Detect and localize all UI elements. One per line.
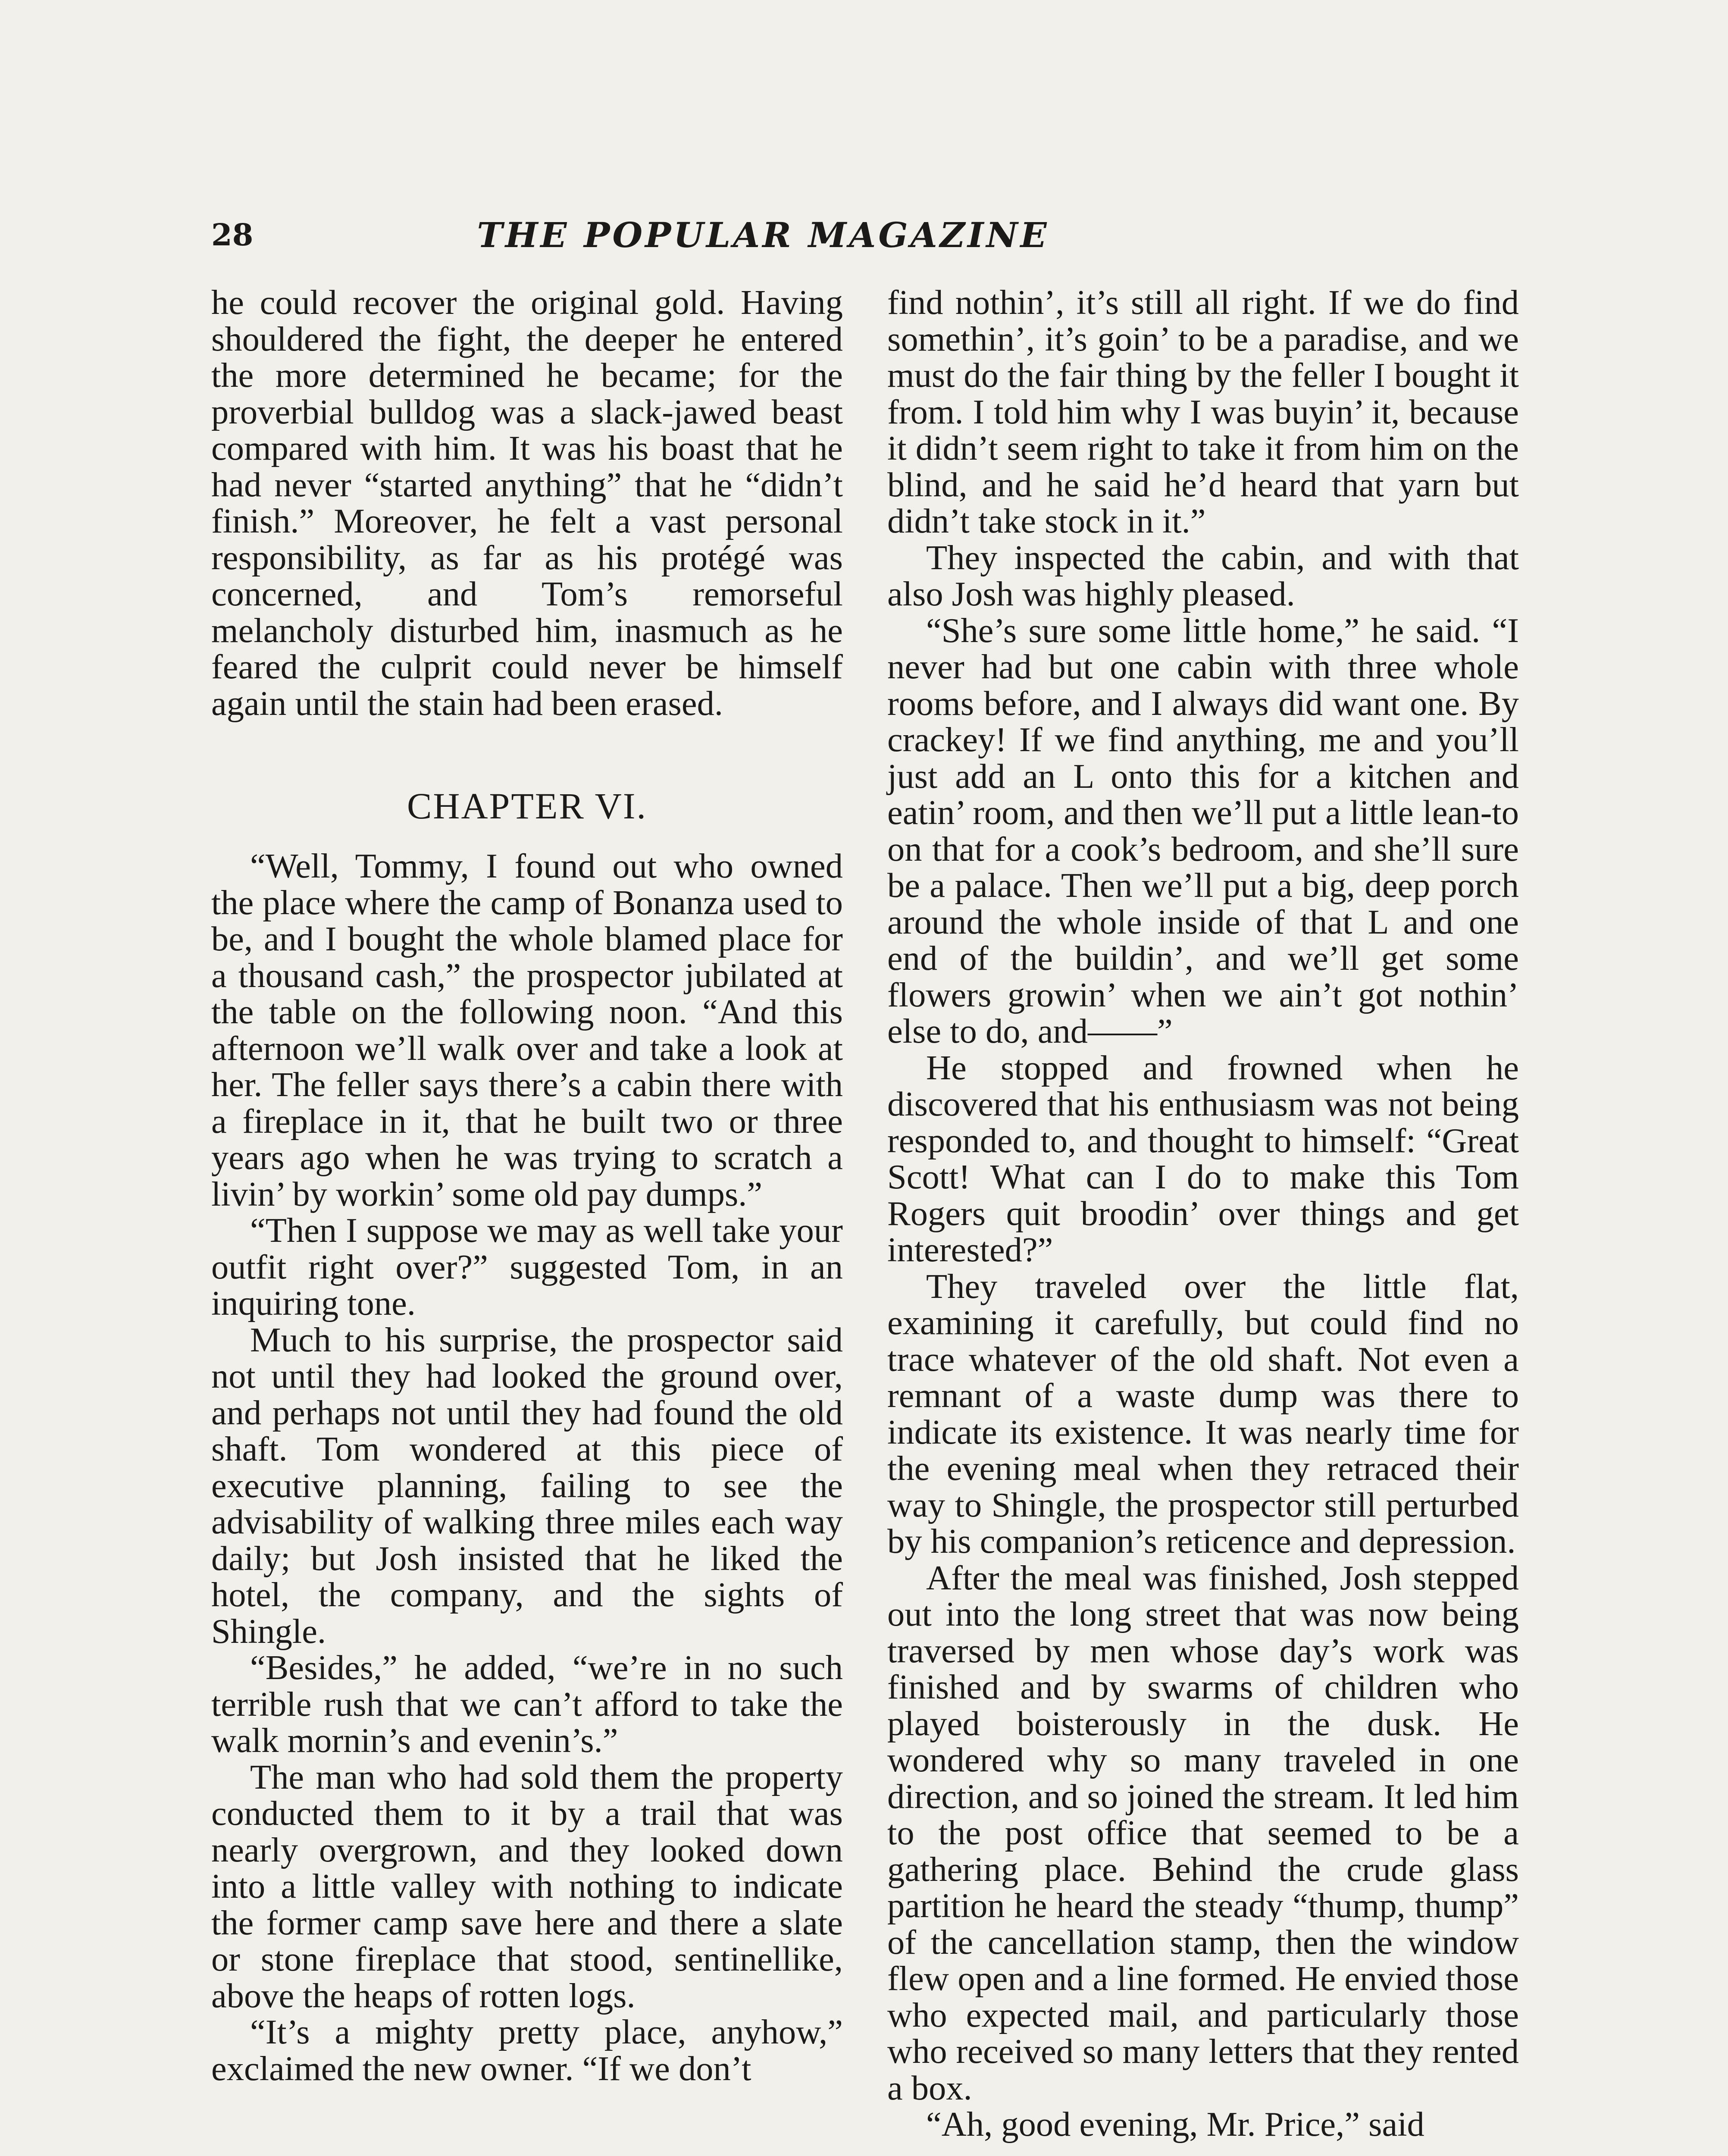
- paragraph: The man who had sold them the property conducted them to it by a trail that was nearly overgrown, and they looked down into a little valley with nothing to indicate the former camp save here and there a slate or stone fireplace that stood, sentinellike, above the heaps of rotten logs.: [211, 1758, 843, 2015]
- paragraph: He stopped and frowned when he discovered that his enthusiasm was not being responded to, and thought to himself: “Great Scott! What can I do to make this Tom Rogers quit broodin’ over things and get interested?”: [887, 1048, 1519, 1269]
- paragraph: Much to his surprise, the prospector said not until they had looked the ground over, and perhaps not until they had found the old shaft. Tom wondered at this piece of executive planning, failing to see the advisability of walking three miles each way daily; but Josh insisted that he liked the hotel, the company, and the sights of Shingle.: [211, 1320, 843, 1651]
- running-head: THE POPULAR MAGAZINE: [477, 215, 1049, 255]
- paragraph: find nothin’, it’s still all right. If we do find somethin’, it’s goin’ to be a paradise, and we must do the fair thing by the feller I bought it from. I told him why I was buyin’ it, because it didn’t seem right to take it from him on the blind, and he said he’d heard that yarn but didn’t take stock in it.”: [887, 283, 1519, 540]
- paragraph: “Besides,” he added, “we’re in no such terrible rush that we can’t afford to take the walk mornin’s and evenin’s.”: [211, 1648, 843, 1760]
- paragraph: They inspected the cabin, and with that also Josh was highly pleased.: [887, 538, 1519, 613]
- chapter-heading: CHAPTER VI.: [407, 785, 648, 827]
- page-number: 28: [211, 217, 254, 253]
- paragraph: he could recover the original gold. Having shouldered the fight, the deeper he entered the more determined he became; for the proverbial bulldog was a slack-jawed beast compared with him. It was his boast that he had never “started anything” that he “didn’t finish.” Moreover, he felt a vast personal responsibility, as far as his protégé was concerned, and Tom’s remorseful melancholy disturbed him, inasmuch as he feared the culprit could never be himself again until the stain had been erased.: [211, 283, 843, 723]
- paragraph: “Then I suppose we may as well take your outfit right over?” suggested Tom, in an inquiring tone.: [211, 1211, 843, 1322]
- paragraph: They traveled over the little flat, examining it carefully, but could find no trace whatever of the old shaft. Not even a remnant of a waste dump was there to indicate its existence. It was nearly time for the evening meal when they retraced their way to Shingle, the prospector still perturbed by his companion’s reticence and depression.: [887, 1267, 1519, 1561]
- paragraph: After the meal was finished, Josh stepped out into the long street that was now being traversed by men whose day’s work was finished and by swarms of children who played boisterously in the dusk. He wondered why so many traveled in one direction, and so joined the stream. It led him to the post office that seemed to be a gathering place. Behind the crude glass partition he heard the steady “thump, thump” of the cancellation stamp, then the window flew open and a line formed. He envied those who expected mail, and particularly those who received so many letters that they rented a box.: [887, 1558, 1519, 2107]
- paragraph: “It’s a mighty pretty place, anyhow,” exclaimed the new owner. “If we don’t: [211, 2013, 843, 2088]
- right-column: [887, 285, 1519, 2143]
- paragraph: “She’s sure some little home,” he said. “I never had but one cabin with three whole rooms before, and I always did want one. By crackey! If we find anything, me and you’ll just add an L onto this for a kitchen and eatin’ room, and then we’ll put a little lean-to on that for a cook’s bedroom, and she’ll sure be a palace. Then we’ll put a big, deep porch around the whole inside of that L and one end of the buildin’, and we’ll get some flowers growin’ when we ain’t got nothin’ else to do, and——”: [887, 611, 1519, 1050]
- paragraph: “Well, Tommy, I found out who owned the place where the camp of Bonanza used to be, and I bought the whole blamed place for a thousand cash,” the prospector jubilated at the table on the following noon. “And this afternoon we’ll walk over and take a look at her. The feller says there’s a cabin there with a fireplace in it, that he built two or three years ago when he was trying to scratch a livin’ by workin’ some old pay dumps.”: [211, 847, 843, 1213]
- paragraph: “Ah, good evening, Mr. Price,” said: [926, 2105, 1424, 2143]
- page-header: [211, 211, 1315, 259]
- left-column: [211, 285, 843, 2087]
